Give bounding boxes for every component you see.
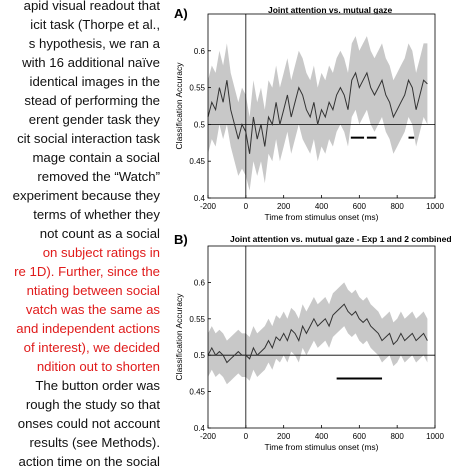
- x-axis-label: Time from stimulus onset (ms): [264, 212, 379, 222]
- document-line: s hypothesis, we ran a: [28, 36, 160, 51]
- y-tick-label: 0.55: [189, 314, 205, 324]
- y-axis-label: Classification Accuracy: [174, 293, 184, 381]
- panel-b-label: B): [174, 232, 188, 247]
- chart-a: [160, 0, 474, 230]
- y-tick-label: 0.6: [193, 278, 205, 288]
- x-tick-label: 800: [390, 432, 404, 441]
- document-line: mage contain a social: [32, 150, 160, 165]
- y-tick-label: 0.4: [193, 424, 205, 433]
- document-line: experiment because they: [12, 188, 160, 203]
- confidence-band: [208, 282, 427, 384]
- y-tick-label: 0.6: [193, 46, 205, 56]
- panel-a-title: Joint attention vs. mutual gaze: [268, 5, 393, 15]
- x-tick-label: 200: [276, 202, 291, 211]
- x-tick-label: -200: [199, 432, 217, 441]
- document-line: and independent actions: [16, 321, 160, 336]
- document-line: re 1D). Further, since the: [14, 264, 160, 279]
- document-line: icit task (Thorpe et al.,: [30, 17, 160, 32]
- document-line: erent gender task they: [28, 112, 160, 127]
- document-line: on subject ratings in: [42, 245, 160, 260]
- y-tick-label: 0.5: [193, 120, 205, 130]
- document-line: The button order was: [35, 378, 160, 393]
- panel-a-label: A): [174, 6, 188, 21]
- confidence-band: [208, 36, 427, 191]
- document-line: ntiating between social: [26, 283, 160, 298]
- panel-b: [160, 230, 474, 471]
- x-tick-label: 1000: [426, 202, 444, 211]
- y-axis-label: Classification Accuracy: [174, 62, 184, 150]
- document-line: identical images in the: [29, 74, 160, 89]
- x-tick-label: 600: [352, 432, 367, 441]
- document-line: stead of performing the: [24, 93, 160, 108]
- y-tick-label: 0.55: [189, 83, 205, 93]
- y-tick-label: 0.45: [189, 387, 205, 397]
- document-line: with 16 additional naïve: [22, 55, 160, 70]
- document-line: action time on the social: [18, 454, 160, 469]
- document-line: rough the study so that: [25, 397, 160, 412]
- x-tick-label: 1000: [426, 432, 444, 441]
- x-tick-label: 600: [352, 202, 367, 211]
- y-tick-label: 0.45: [189, 157, 205, 167]
- document-line: not count as a social: [39, 226, 160, 241]
- document-line: terms of whether they: [33, 207, 160, 222]
- document-line: apid visual readout that: [23, 0, 160, 13]
- document-line: results (see Methods).: [29, 435, 160, 450]
- document-line: ndition out to shorten: [36, 359, 160, 374]
- x-tick-label: 200: [276, 432, 291, 441]
- panel-b-title: Joint attention vs. mutual gaze - Exp 1 and 2 combined: [230, 234, 452, 244]
- document-line: removed the “Watch”: [37, 169, 160, 184]
- x-tick-label: 800: [390, 202, 404, 211]
- x-axis-label: Time from stimulus onset (ms): [264, 442, 379, 452]
- chart-b: [160, 230, 474, 471]
- figure: [160, 0, 474, 471]
- x-tick-label: 400: [314, 202, 329, 211]
- document-line: onses could not account: [17, 416, 160, 431]
- y-tick-label: 0.5: [193, 351, 205, 361]
- document-line: vatch was the same as: [25, 302, 160, 317]
- x-tick-label: 0: [243, 432, 249, 441]
- x-tick-label: 0: [243, 202, 249, 211]
- x-tick-label: 400: [314, 432, 329, 441]
- panel-a: [160, 0, 474, 230]
- x-tick-label: -200: [199, 202, 217, 211]
- y-tick-label: 0.4: [193, 194, 205, 203]
- document-text-fragment: [0, 0, 160, 471]
- document-line: of interest), we decided: [23, 340, 160, 355]
- document-line: cit social interaction task: [17, 131, 160, 146]
